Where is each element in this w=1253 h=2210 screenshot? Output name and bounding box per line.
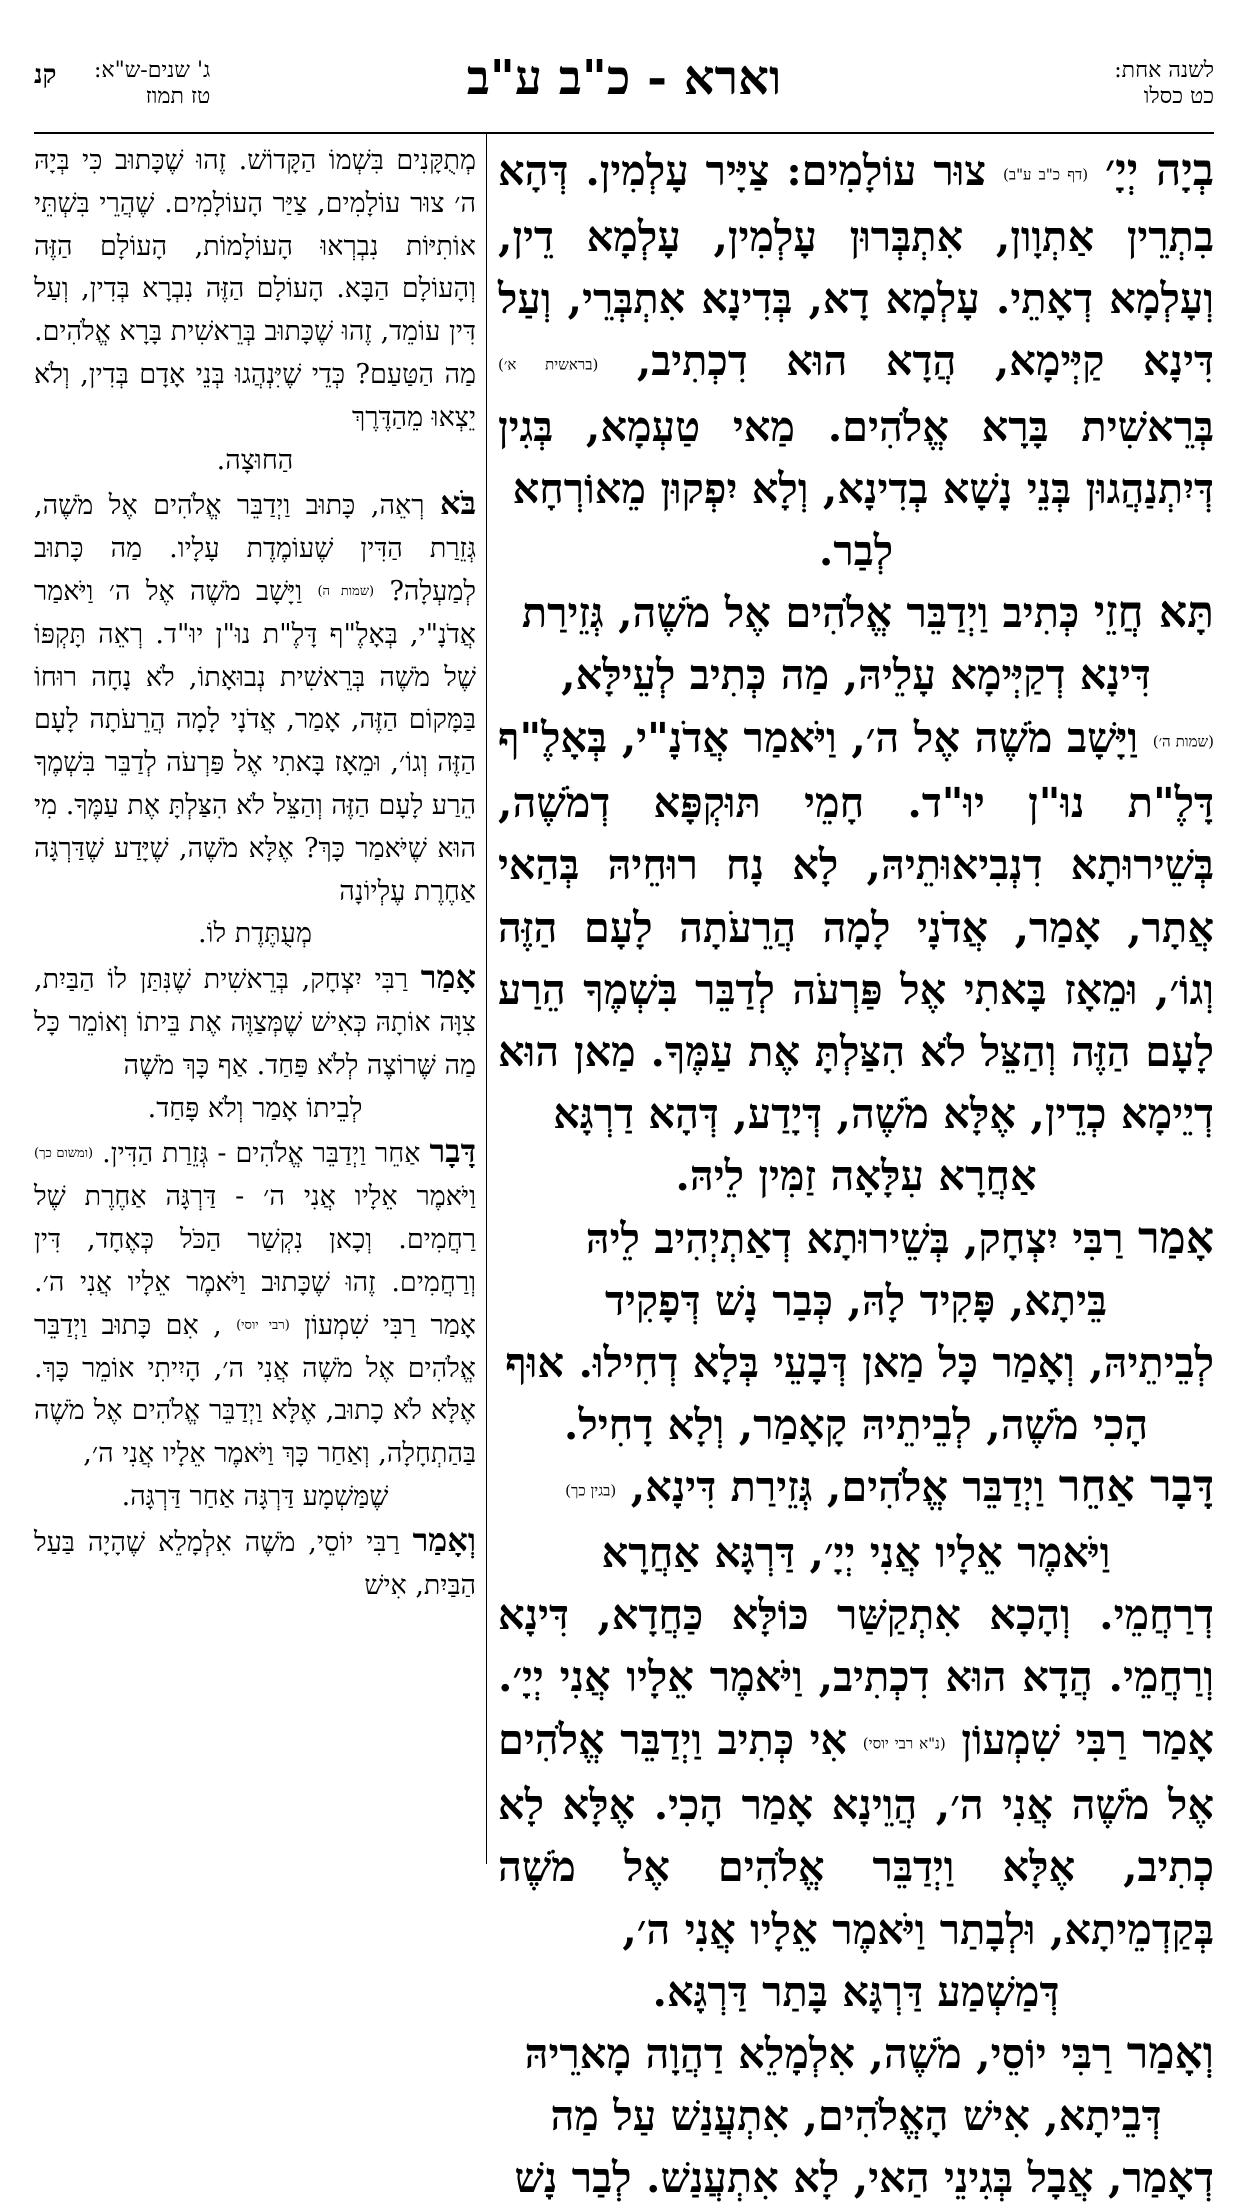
paragraph-center-line: בֵּיתָא, פָּקִיד לָהּ, כְּבַר נָשׁ דְּפָקִיד [604,1275,1107,1325]
paragraph-text: דְרַחֲמֵי. וְהָכָא אִתְקַשַּׁר כּוֹלָּא כַּחֲדָא, דִּינָא וְרַחֲמֵי. הֲדָא הוּא דִכְתִיב, וַיֹּאמֶר אֵלָיו אֲנִי יְיָ׳. אָמַר רַבִּי שִׁמְעוֹן [498,1590,1215,1764]
translation-opening: וְאָמַר [412,1520,476,1559]
source-citation: (דף כ"ב ע"ב) [1003,165,1089,184]
translation-paragraph [34,482,476,913]
main-paragraph [498,1208,1214,1270]
source-citation: (שמות ה׳) [1152,732,1214,750]
paragraph-opening: בְיָה יְיָ׳ [1105,145,1215,196]
paragraph-center-line: וַיֹּאמֶר אֵלָיו אֲנִי יְיָ׳, דַּרְגָּא אַחֲרָא [601,1528,1111,1578]
translation-paragraph [34,956,476,1087]
translation-text: רְאֵה, כָּתוּב וַיְדַבֵּר אֱלֹהִים אֶל מֹשֶׁה, גְּזֵרַת הַדִּין שֶׁעוֹמֶדֶת עָלָיו. מַה כָּתוּב לְמַעְלָה? [34,490,477,607]
paragraph-text: אִי כְּתִיב וַיְדַבֵּר אֱלֹהִים אֶל מֹשֶׁה אֲנִי ה׳, הֲוֵינָא אָמַר הָכִי. אֶלָּא לָא כְתִיב, אֶלָּא וַיְדַבֵּר אֱלֹהִים אֶל מֹשֶׁה בְּקַדְמֵיתָא, וּלְבָתַר וַיֹּאמֶר אֵלָיו אֲנִי ה׳, [498,1714,1214,1954]
header-three-year-date: טז תמוז [145,84,211,109]
paragraph-text: לְבֵיתֵיהּ, וְאָמַר כָּל מַאן דְּבָעֵי בְּלָא דְחִילוּ. אוּף [505,1338,1214,1388]
main-paragraph [498,1584,1214,1961]
paragraph-opening: אָמַר [1138,1212,1214,1264]
paragraph-text: רַבִּי יִצְחָק, בְּשֵׁירוּתָא דְאַתְיְהִיב לֵיהּ [585,1213,1124,1263]
main-paragraph [498,2147,1214,2209]
paragraph-end-line: הָכִי מֹשֶׁה, לְבֵיתֵיהּ קָאָמַר, וְלָא דָחִיל. [563,1400,1149,1450]
header-three-year-label: ג' שנים-ש"א: [94,58,211,83]
translation-text: וַיָּשָׁב מֹשֶׁה אֶל ה׳ וַיֹּאמַר אֲדֹנָ"י, בְּאָלֶ"ף דָּלֶ"ת נוּ"ן יוּ"ד. רְאֵה תָּקְפּוֹ שֶׁל מֹשֶׁה בְּרֵאשִׁית נְבוּאָתוֹ, לֹא נָחָה רוּחוֹ בַּמָּקוֹם הַזֶּה, אָמַר, אֲדֹנָי לָמָה הֲרֵעֹתָה לָעָם הַזֶּה וְגוֹ׳, וּמֵאָז בָּאתִי אֶל פַּרְעֹה לְדַבֵּר בִּשְׁמֶךָ הֵרַע לָעָם הַזֶּה וְהַצֵּל לֹא הִצַּלְתָּ אֶת עַמֶּךָ. מִי הוּא שֶׁיֹּאמַר כָּךְ? אֶלָּא מֹשֶׁה, שֶׁיָּדַע שֶׁדַּרְגָּה אַחֶרֶת עֶלְיוֹנָה [34,575,476,907]
paragraph-center-line: דְּבֵיתָא, אִישׁ הָאֱלֹהִים, אִתְעֲנַשׁ עַל מַה [550,2091,1162,2141]
source-citation: (נ"א רבי יוסי) [862,1734,946,1753]
translation-paragraph: מְתֻקָּנִים בִּשְׁמוֹ הַקָּדוֹשׁ. זֶהוּ שֶׁכָּתוּב כִּי בְּיָהּ ה׳ צוּר עוֹלָמִים, צַיַּר הָעוֹלָמִים. שֶׁהֲרֵי בִּשְׁתֵּי אוֹתִיּוֹת נִבְרְאוּ הָעוֹלָמוֹת, הָעוֹלָם הַזֶּה וְהָעוֹלָם הַבָּא. הָעוֹלָם הַזֶּה נִבְרָא בְּדִין, וְעַל דִּין עוֹמֵד, זֶהוּ שֶׁכָּתוּב בְּרֵאשִׁית בָּרָא אֱלֹהִים. מַה הַטַּעַם? כְּדֵי שֶׁיִּנְהֲגוּ בְּנֵי אָדָם בְּדִין, וְלֹא יֵצְאוּ מֵהַדֶּרֶךְ [34,145,476,433]
main-text-column [498,140,1215,2203]
translation-text: אַחֵר וַיְדַבֵּר אֱלֹהִים - גְּזֵרַת הַדִּין. [102,1138,421,1170]
translation-end-line: הַחוּצָה. [216,444,294,476]
main-paragraph [498,707,1214,1146]
paragraph-text: וַיְדַבֵּר אֱלֹהִים, גְּזֵירַת דִּינָא, [630,1462,1045,1512]
translation-opening: אָמַר [420,958,476,997]
source-citation: (בראשית א׳) [498,355,599,374]
paragraph-text: רַבִּי יוֹסֵי, מֹשֶׁה, אִלְמָלֵא דַהֲוָה מָארֵיהּ [524,2029,1113,2079]
page-header [34,50,1214,130]
page-number: קנ [34,60,57,90]
main-paragraph [498,582,1214,644]
translation-end-line: לְבֵיתוֹ אָמַר וְלֹא פָּחַד. [147,1092,363,1124]
translation-opening: דָּבָר [429,1132,476,1171]
translation-end-line: שֶׁמַּשְׁמָע דַּרְגָּה אַחַר דַּרְגָּה. [121,1480,389,1512]
header-rule [34,132,1214,134]
translation-opening: בֹּא [440,484,476,523]
source-citation: (בגין כך) [565,1481,617,1500]
paragraph-text: בְּרֵאשִׁית בָּרָא אֱלֹהִים. מַאי טַעְמָא, בְּגִין דְּיִתְנַהֲגוּן בְּנֵי נָשָׁא בְדִינָא, וְלָא יִפְקוּן מֵאוֹרְחָא [498,401,1214,513]
paragraph-text: צוּר עוֹלָמִים: צַיָּיר עָלְמִין. דְּהָא בִתְרֵין אַתְוָון, אִתְבְּרוּן עָלְמִין, עָלְמָא דֵין, וְעָלְמָא דְאָתֵי. עָלְמָא דָא, בְּדִינָא אִתְבְּרֵי, וְעַל דִּינָא קַיְּימָא, הֲדָא הוּא דִכְתִיב, [498,146,1214,385]
translation-text: רַבִּי יוֹסֵי, מֹשֶׁה אִלְמָלֵא שֶׁהָיָה בַּעַל הַבַּיִת, אִישׁ [34,1526,476,1601]
header-one-year-date: כט כסלו [1143,84,1214,109]
translation-end-line: מְעֻתֶּדֶת לוֹ. [198,918,312,950]
paragraph-opening: תָּא חֲזֵי [1093,587,1214,639]
translation-text: רַבִּי יִצְחָק, בְּרֵאשִׁית שֶׁנִּתַּן לוֹ הַבַּיִת, צִוָּה אוֹתָהּ כְּאִישׁ שֶׁמְּצַוֶּה אֶת בֵּיתוֹ וְאוֹמֵר כָּל מַה שֶּׁרוֹצֶה לְלֹא פַּחַד. אַף כָּךְ מֹשֶׁה [34,964,476,1081]
main-paragraph [498,140,1214,520]
paragraph-opening: דָּבָר אַחֵר [1058,1461,1214,1513]
paragraph-center-line: דִּינָא דְקַיְּימָא עָלֵיהּ, מַה כְּתִיב לְעֵילָּא, [561,650,1151,700]
source-citation: (רבי יוסי) [236,1317,290,1333]
paragraph-text: כְּתִיב וַיְדַבֵּר אֱלֹהִים אֶל מֹשֶׁה, גְּזֵירַת [521,588,1080,638]
header-right [1114,58,1214,110]
main-paragraph [498,2023,1214,2085]
column-divider [486,134,487,1864]
paragraph-text: דְאָמַר, אֲבָל בְּגִינֵי הַאי, לָא אִתְעֲנַשׁ. לְבַר נָשׁ [514,2153,1214,2203]
translation-text: , אִם כָּתוּב וַיְדַבֵּר אֱלֹהִים אֶל מֹשֶׁה אֲנִי ה׳, הָיִיתִי אוֹמֵר כָּךְ. אֶלָּא לֹא כָתוּב, אֶלָּא וַיְדַבֵּר אֱלֹהִים אֶל מֹשֶׁה בַּהַתְחָלָה, וְאַחַר כָּךְ וַיֹּאמֶר אֵלָיו אֲנִי ה׳, [34,1309,476,1470]
translation-paragraph [34,1130,476,1476]
page-title: וארא - כ"ב ע"ב [466,50,782,106]
translation-paragraph [34,1519,476,1608]
paragraph-opening: וְאָמַר [1126,2028,1214,2080]
main-paragraph [498,1332,1214,1394]
paragraph-end-line: אַחֲרָא עִלָּאָה זַמִּין לֵיהּ. [675,1151,1037,1201]
paragraph-end-line: דְּמַשְׁמַע דַּרְגָּא בָּתַר דַּרְגָּא. [652,1966,1060,2016]
main-paragraph [498,1456,1214,1522]
paragraph-text: וַיָּשָׁב מֹשֶׁה אֶל ה׳, וַיֹּאמַר אֲדֹנָ"י, בְּאָלֶ"ף דָּלֶ"ת נוּ"ן יוּ"ד. חָמֵי תּוּקְפָּא דְמֹשֶׁה, בְּשֵׁירוּתָא דִנְבִיאוּתֵיהּ, לָא נָח רוּחֵיהּ בְּהַאי אֲתָר, אָמַר, אֲדֹנָי לָמָה הֲרֵעֹתָה לָעָם הַזֶּה וְגוֹ׳, וּמֵאָז בָּאתִי אֶל פַּרְעֹה לְדַבֵּר בִּשְׁמֶךָ הֵרַע לָעָם הַזֶּה וְהַצֵּל לֹא הִצַּלְתָּ אֶת עַמֶּךָ. מַאן הוּא דְיֵימָא כְדֵין, אֶלָּא מֹשֶׁה, דְּיָדַע, דְּהָא דַרְגָּא [498,712,1214,1139]
paragraph-end-line: לְבַר. [818,526,894,575]
translation-column [34,140,476,1870]
source-citation: (ומשום כך) [34,1146,94,1162]
translation-text: וַיֹּאמֶר אֵלָיו אֲנִי ה׳ - דַּרְגָּה אַחֶרֶת שֶׁל רַחֲמִים. וְכָאן נִקְשַׁר הַכֹּל כְּאֶחָד, דִּין וְרַחֲמִים. זֶהוּ שֶׁכָּתוּב וַיֹּאמֶר אֵלָיו אֲנִי ה׳. אָמַר רַבִּי שִׁמְעוֹן [34,1181,477,1341]
header-left [94,58,210,110]
header-one-year-label: לשנה אחת: [1114,58,1214,83]
source-citation: (שמות ה) [317,584,375,600]
